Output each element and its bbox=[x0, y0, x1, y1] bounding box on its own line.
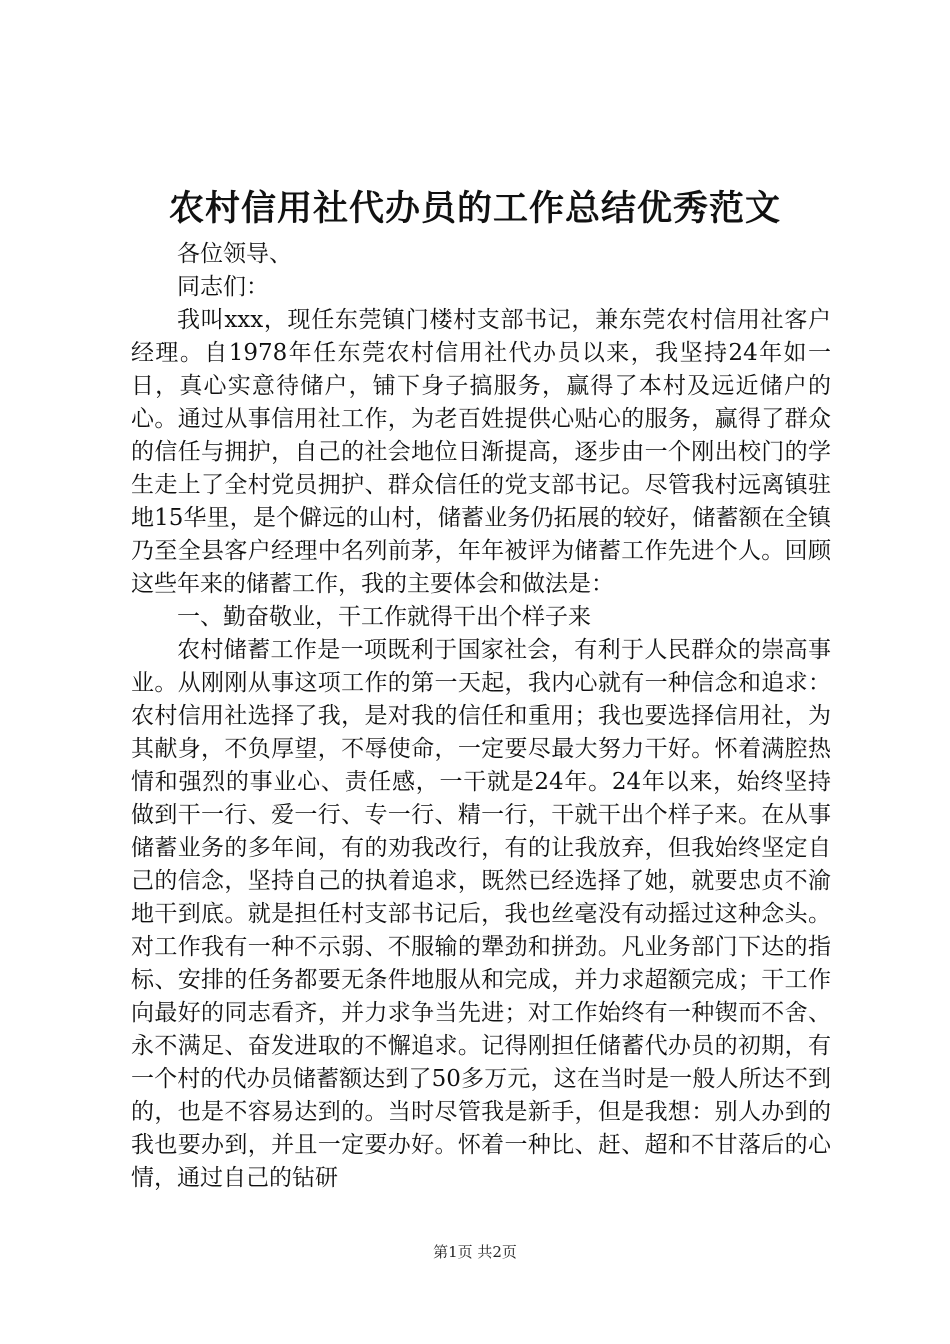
section-heading-1: 一、勤奋敬业，干工作就得干出个样子来 bbox=[177, 604, 591, 630]
document-body bbox=[131, 238, 831, 1195]
paragraph-section-1: 农村储蓄工作是一项既利于国家社会，有利于人民群众的崇高事业。从刚刚从事这项工作的第一天起，我内心就有一种信念和追求：农村信用社选择了我，是对我的信任和重用；我也要选择信用社，为其献身，不负厚望，不辱使命，一定要尽最大努力干好。怀着满腔热情和强烈的事业心、责任感，一干就是24年。24年以来，始终坚持做到干一行、爱一行、专一行、精一行，干就干出个样子来。在从事储蓄业务的多年间，有的劝我改行，有的让我放弃，但我始终坚定自己的信念，坚持自己的执着追求，既然已经选择了她，就要忠贞不渝地干到底。就是担任村支部书记后，我也丝毫没有动摇过这种念头。对工作我有一种不示弱、不服输的犟劲和拼劲。凡业务部门下达的指标、安排的任务都要无条件地服从和完成，并力求超额完成；干工作向最好的同志看齐，并力求争当先进；对工作始终有一种锲而不舍、永不满足、奋发进取的不懈追求。记得刚担任储蓄代办员的初期，有一个村的代办员储蓄额达到了50多万元，这在当时是一般人所达不到的，也是不容易达到的。当时尽管我是新手，但是我想：别人办到的我也要办到，并且一定要办好。怀着一种比、赶、超和不甘落后的心情，通过自己的钻研 bbox=[131, 637, 831, 1191]
paragraph-intro: 我叫xxx，现任东莞镇门楼村支部书记，兼东莞农村信用社客户经理。自1978年任东莞农村信用社代办员以来，我坚持24年如一日，真心实意待储户，铺下身子搞服务，赢得了本村及远近储户的心。通过从事信用社工作，为老百姓提供心贴心的服务，赢得了群众的信任与拥护，自己的社会地位日渐提高，逐步由一个刚出校门的学生走上了全村党员拥护、群众信任的党支部书记。尽管我村远离镇驻地15华里，是个僻远的山村，储蓄业务仍拓展的较好，储蓄额在全镇乃至全县客户经理中名列前茅，年年被评为储蓄工作先进个人。回顾这些年来的储蓄工作，我的主要体会和做法是： bbox=[131, 307, 831, 597]
page-footer: 第1页 共2页 bbox=[433, 1243, 517, 1261]
greeting-comrades: 同志们： bbox=[177, 274, 269, 300]
greeting-leaders: 各位领导、 bbox=[177, 241, 292, 267]
document-title: 农村信用社代办员的工作总结优秀范文 bbox=[168, 188, 781, 229]
